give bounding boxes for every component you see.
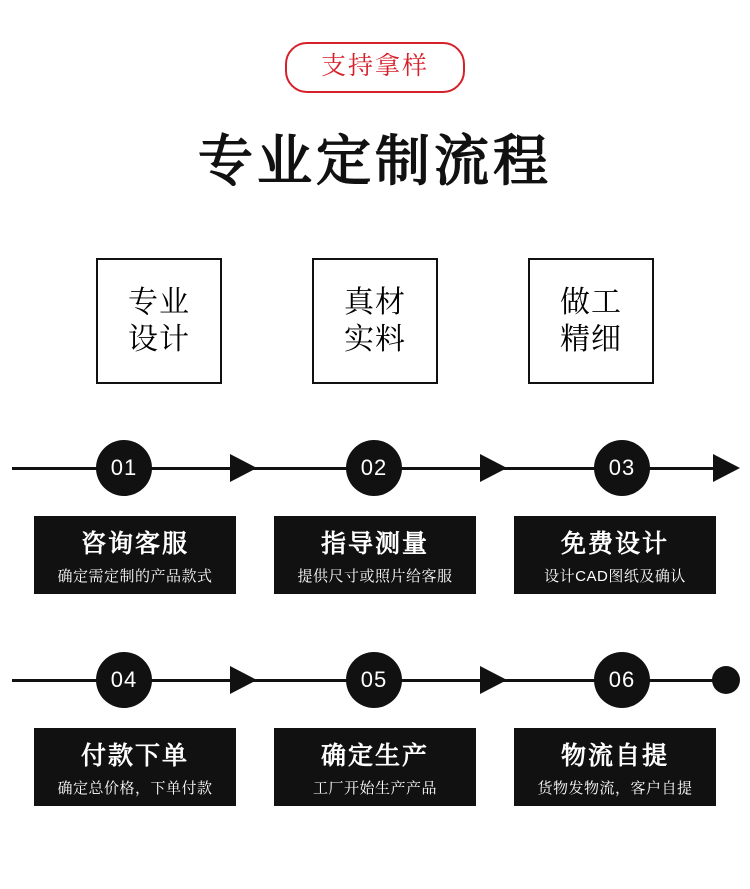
arrow-head-icon-1b xyxy=(480,454,507,482)
step-card-06-title: 物流自提 xyxy=(560,742,669,770)
feature-box-list xyxy=(0,258,750,384)
arrow-track-2 xyxy=(12,652,740,708)
arrow-end-dot-icon xyxy=(712,666,740,694)
process-steps-row-2 xyxy=(0,652,750,806)
process-steps-row-1 xyxy=(0,440,750,594)
step-card-01-subtitle: 确定需定制的产品款式 xyxy=(57,568,213,585)
step-number-06: 06 xyxy=(594,652,650,708)
step-card-03 xyxy=(514,516,716,594)
step-card-02-subtitle: 提供尺寸或照片给客服 xyxy=(297,568,453,585)
step-card-06-subtitle: 货物发物流，客户自提 xyxy=(537,780,693,797)
badge-container xyxy=(0,42,750,93)
step-card-05 xyxy=(274,728,476,806)
step-number-05: 05 xyxy=(346,652,402,708)
step-card-03-title: 免费设计 xyxy=(560,530,669,558)
step-number-02: 02 xyxy=(346,440,402,496)
step-card-04 xyxy=(34,728,236,806)
step-card-04-subtitle: 确定总价格，下单付款 xyxy=(57,780,213,797)
step-card-01 xyxy=(34,516,236,594)
arrow-head-icon-2b xyxy=(480,666,507,694)
step-card-02-title: 指导测量 xyxy=(320,530,429,558)
feature-box-design-line1: 专业 xyxy=(128,285,190,319)
arrow-head-icon-1c xyxy=(713,454,740,482)
step-card-02 xyxy=(274,516,476,594)
page-title: 专业定制流程 xyxy=(197,130,552,192)
step-number-03: 03 xyxy=(594,440,650,496)
feature-box-material-line2: 实料 xyxy=(344,323,406,356)
feature-box-workmanship-line2: 精细 xyxy=(560,323,622,356)
feature-box-design xyxy=(96,258,222,384)
step-card-05-title: 确定生产 xyxy=(320,742,429,770)
feature-box-material-line1: 真材 xyxy=(344,285,406,319)
step-number-04: 04 xyxy=(96,652,152,708)
feature-box-workmanship-line1: 做工 xyxy=(560,285,622,319)
step-card-03-subtitle: 设计CAD图纸及确认 xyxy=(544,568,686,585)
feature-box-design-line2: 设计 xyxy=(128,323,190,356)
row-divider-spacer xyxy=(0,594,750,628)
step-card-06 xyxy=(514,728,716,806)
arrow-head-icon-2a xyxy=(230,666,257,694)
step-card-list-2 xyxy=(0,728,750,806)
arrow-track-1 xyxy=(12,440,740,496)
arrow-head-icon-1a xyxy=(230,454,257,482)
step-number-01: 01 xyxy=(96,440,152,496)
feature-box-workmanship xyxy=(528,258,654,384)
sample-support-badge: 支持拿样 xyxy=(285,42,465,93)
step-card-04-title: 付款下单 xyxy=(80,742,189,770)
step-card-01-title: 咨询客服 xyxy=(80,530,189,558)
feature-box-material xyxy=(312,258,438,384)
step-card-05-subtitle: 工厂开始生产产品 xyxy=(312,780,437,797)
step-card-list-1 xyxy=(0,516,750,594)
